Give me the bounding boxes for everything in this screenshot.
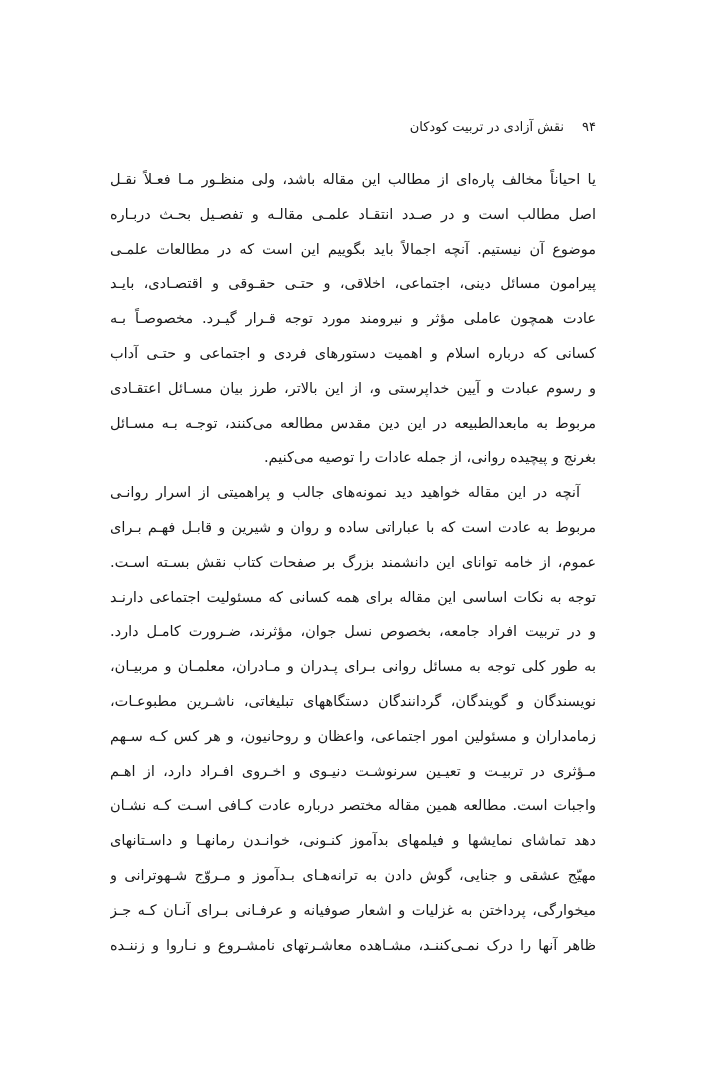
text-line: مـؤثری در تربیـت و تعیـین سرنوشـت دنیـوی و اخـروی افـراد دارد، از اهـم [110, 763, 596, 780]
running-title: نقش آزادی در تربیت کودکان [409, 120, 565, 135]
text-line: پیرامون مسائل دینی، اجتماعی، اخلاقی، و حتـی حقـوقی و اقتصـادی، بایـد [110, 276, 596, 293]
text-line: میخوارگی، پرداختن به غزلیات و اشعار صوفیانه و عرفـانی بـرای آنـان کـه جـز [110, 902, 596, 919]
text-line: واجبات است. مطالعه همین مقاله مختصر درباره عادت کـافی اسـت کـه نشـان [110, 798, 596, 815]
text-line: مهیّج عشقی و جنایی، گوش دادن به ترانه‌هـای بـدآموز و مـروّج شـهوترانی و [110, 867, 596, 884]
text-line: موضوع آن نیستیم. آنچه اجمالاً باید بگوییم این است که در مطالعات علمـی [110, 241, 596, 258]
text-line: مربوط به عادت است که با عباراتی ساده و روان و شیرین و قابـل فهـم بـرای [110, 519, 596, 536]
page-body [110, 163, 596, 963]
text-line: نویسندگان و گویندگان، گردانندگان دستگاههای تبلیغاتی، ناشـرین مطبوعـات، [110, 693, 596, 710]
text-line: و در تربیت افراد جامعه، بخصوص نسل جوان، مؤثرند، ضـرورت کامـل دارد. [110, 624, 596, 641]
text-line: ظاهر آنها را درک نمـی‌کننـد، مشـاهده معاشـرتهای نامشـروع و نـاروا و زننـده [110, 937, 596, 954]
text-line: بغرنج و پیچیده روانی، از جمله عادات را توصیه می‌کنیم. [263, 450, 596, 467]
page-number: ۹۴ [582, 120, 596, 135]
text-line: یا احیاناً مخالف پاره‌ای از مطالب این مقاله باشد، ولی منظـور مـا فعـلاً نقـل [110, 172, 596, 188]
text-line: توجه به نکات اساسی این مقاله برای همه کسانی که مسئولیت اجتماعی دارنـد [110, 589, 596, 606]
text-line: آنچه در این مقاله خواهید دید نمونه‌های جالب و پراهمیتی از اسرار روانـی [110, 485, 580, 502]
text-line: زمامداران و مسئولین امور اجتماعی، واعظان و روحانیون، و هر کس کـه سـهم [110, 728, 596, 745]
text-line: و رسوم عبادت و آیین خداپرستی و، از این بالاتر، طرز بیان مسـائل اعتقـادی [110, 380, 596, 397]
text-line: کسانی که درباره اسلام و اهمیت دستورهای فردی و اجتماعی و حتـی آداب [110, 345, 596, 362]
paragraph [110, 476, 596, 963]
text-line: دهد تماشای نمایشها و فیلمهای بدآموز کنـونی، خوانـدن رمانهـا و داسـتانهای [110, 833, 596, 850]
text-line: عموم، از خامه توانای این دانشمند بزرگ بر صفحات کتاب نقش بسـته اسـت. [110, 554, 596, 571]
text-line: به طور کلی توجه به مسائل روانی بـرای پـدران و مـادران، معلمـان و مربیـان، [110, 659, 596, 676]
text-line: مربوط به مابعدالطبیعه در این دین مقدس مطالعه می‌کنند، توجـه بـه مسـائل [110, 415, 596, 432]
text-line: اصل مطالب است و در صـدد انتقـاد علمـی مقالـه و تفصـیل بحـث دربـاره [110, 206, 596, 223]
paragraph [110, 163, 596, 476]
text-line: عادت همچون عاملی مؤثر و نیرومند مورد توجه قـرار گیـرد. مخصوصـاً بـه [110, 311, 596, 328]
page-header [110, 118, 596, 138]
